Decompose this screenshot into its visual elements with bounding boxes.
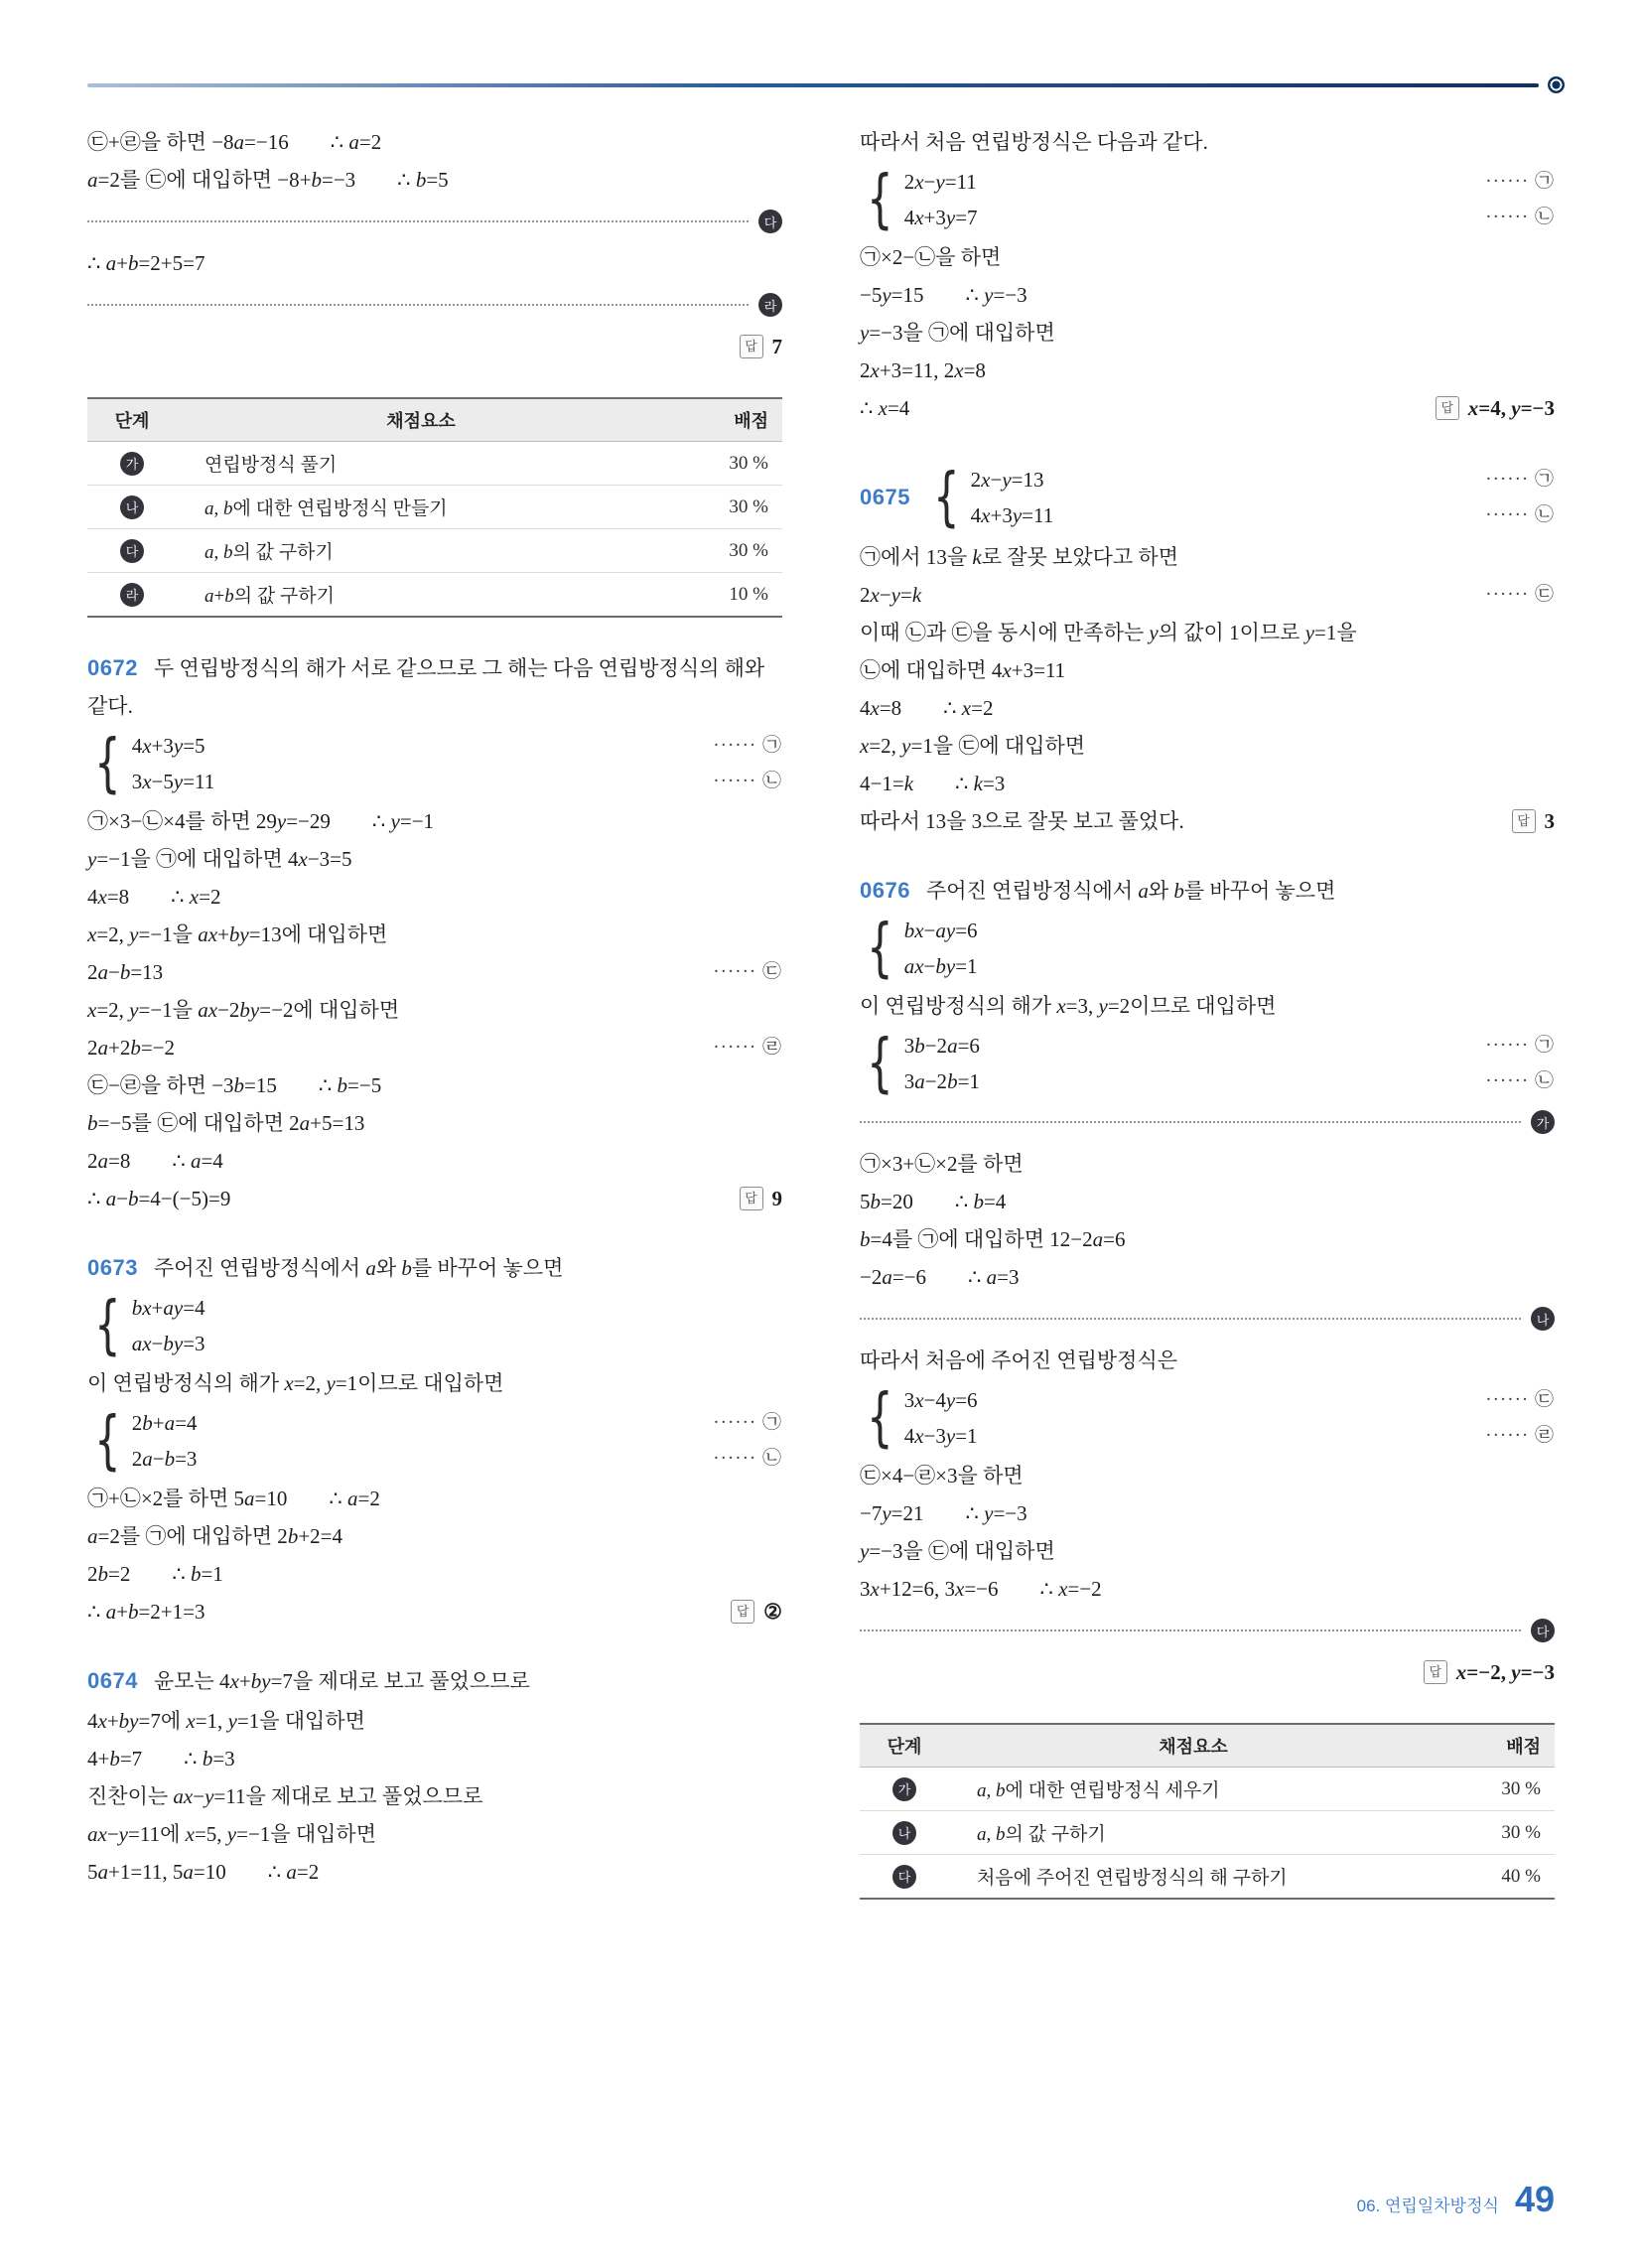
dotted-separator <box>87 289 782 321</box>
solution-block <box>860 459 1555 840</box>
system-equations <box>132 1290 782 1361</box>
math-line: 이 연립방정식의 해가 x=3, y=2이므로 대입하면 <box>860 994 1277 1018</box>
math-line: 4+b=7 ∴ b=3 <box>87 1747 235 1771</box>
problem-intro-text: 두 연립방정식의 해가 서로 같으므로 그 해는 다음 연립방정식의 해와 같다. <box>87 656 765 718</box>
equation: 2a+2b=−2 <box>87 1036 176 1060</box>
brace-icon: { <box>94 727 121 800</box>
answer <box>1512 802 1556 840</box>
problem-intro <box>860 872 1555 910</box>
top-rule-end-dot-icon <box>1548 76 1565 93</box>
system-equation-row <box>904 200 1555 235</box>
equation: 4x+3y=5 <box>131 734 205 758</box>
system-equation-row <box>971 497 1555 533</box>
problem-intro-text: 윤모는 4x+by=7을 제대로 보고 풀었으므로 <box>153 1669 530 1693</box>
math-line: 4−1=k ∴ k=3 <box>860 772 1006 795</box>
math-line: −7y=21 ∴ y=−3 <box>860 1501 1027 1525</box>
equation: 4x+3y=11 <box>970 503 1054 527</box>
table-header-cell: 단계 <box>860 1724 949 1768</box>
dotted-separator <box>860 1615 1555 1646</box>
equation-ref: ······ ㉣ <box>713 1037 782 1058</box>
solution-block <box>87 1249 782 1630</box>
criteria-cell: 연립방정식 풀기 <box>177 442 665 486</box>
equation: bx−ay=6 <box>903 919 978 942</box>
equation-system <box>926 462 1555 533</box>
math-line: 따라서 13을 3으로 잘못 보고 풀었다. <box>860 809 1184 833</box>
step-badge: 나 <box>892 1821 916 1845</box>
problem-intro <box>860 459 1555 536</box>
footer-page-number: 49 <box>1514 2179 1555 2219</box>
answer-box-icon: 답 <box>740 1187 763 1210</box>
brace-icon: { <box>94 1404 121 1478</box>
table-row <box>860 1855 1555 1900</box>
dotted-separator <box>860 1303 1555 1335</box>
equation-ref: ······ ㉢ <box>1485 584 1555 605</box>
step-badge: 나 <box>1531 1307 1555 1331</box>
equation: 4x+3y=7 <box>903 206 978 229</box>
system-equation-row <box>904 1028 1555 1063</box>
answer-value: x=4, y=−3 <box>1467 396 1555 420</box>
equation-with-ref <box>87 953 782 991</box>
math-line: 진찬이는 ax−y=11을 제대로 보고 풀었으므로 <box>87 1784 483 1808</box>
equation-ref: ······ ㉡ <box>1485 504 1555 525</box>
answer <box>740 1180 783 1217</box>
equation-ref: ······ ㉠ <box>1485 1035 1555 1056</box>
math-line: 3x+12=6, 3x=−6 ∴ x=−2 <box>860 1577 1102 1601</box>
math-line: y=−1을 ㉠에 대입하면 4x−3=5 <box>87 847 352 871</box>
step-cell <box>860 1855 949 1900</box>
math-line: 따라서 처음 연립방정식은 다음과 같다. <box>860 130 1208 154</box>
equation-system <box>860 1028 1555 1099</box>
table-header-cell: 채점요소 <box>177 398 665 442</box>
equation-ref: ······ ㉡ <box>713 771 782 791</box>
math-line: 이 연립방정식의 해가 x=2, y=1이므로 대입하면 <box>87 1371 504 1395</box>
equation-ref: ······ ㉣ <box>1485 1425 1555 1446</box>
problem-number: 0672 <box>87 655 138 680</box>
table-header-cell: 배점 <box>1437 1724 1555 1768</box>
equation-with-ref <box>87 1029 782 1066</box>
answer-value: x=−2, y=−3 <box>1455 1660 1555 1684</box>
problem-number: 0673 <box>87 1255 138 1280</box>
math-line: ax−y=11에 x=5, y=−1을 대입하면 <box>87 1822 376 1846</box>
dotted-separator <box>87 206 782 237</box>
brace-icon: { <box>867 1381 893 1455</box>
math-line: 2a=8 ∴ a=4 <box>87 1149 223 1173</box>
system-equation-row <box>132 1290 782 1326</box>
step-badge: 나 <box>120 496 144 519</box>
problem-intro-text: 주어진 연립방정식에서 a와 b를 바꾸어 놓으면 <box>153 1256 564 1280</box>
answer-value: 3 <box>1544 809 1555 833</box>
answer <box>740 328 783 365</box>
solution-block <box>87 397 782 618</box>
system-equation-row <box>132 1441 782 1477</box>
answer-box-icon: 답 <box>1512 809 1536 833</box>
equation: 3x−5y=11 <box>131 770 215 793</box>
system-equation-row <box>904 913 1555 948</box>
line-with-answer <box>87 1593 782 1630</box>
system-equations <box>904 1382 1555 1454</box>
system-equation-row <box>132 764 782 799</box>
math-line: 2b=2 ∴ b=1 <box>87 1562 223 1586</box>
equation-system <box>860 1382 1555 1454</box>
brace-icon: { <box>867 1027 893 1100</box>
equation: 3b−2a=6 <box>903 1034 980 1058</box>
math-line: ∴ a−b=4−(−5)=9 <box>87 1187 231 1210</box>
dotted-line <box>860 1121 1521 1123</box>
equation: 2x−y=13 <box>970 468 1044 492</box>
step-badge: 다 <box>120 539 144 563</box>
page-footer <box>1357 2179 1555 2220</box>
line-with-answer <box>860 802 1555 840</box>
math-line: ㉠×3−㉡×4를 하면 29y=−29 ∴ y=−1 <box>87 809 435 833</box>
answer <box>1436 389 1555 427</box>
line-with-answer <box>87 1180 782 1217</box>
answer-value: 7 <box>771 335 782 358</box>
answer-value: ② <box>763 1600 782 1624</box>
system-equation-row <box>904 1063 1555 1099</box>
equation-with-ref <box>860 576 1555 614</box>
dotted-separator <box>860 1106 1555 1138</box>
equation: bx+ay=4 <box>131 1296 205 1320</box>
page-content <box>87 123 1555 1931</box>
math-line: y=−3을 ㉢에 대입하면 <box>860 1539 1055 1563</box>
math-line: 4x=8 ∴ x=2 <box>87 885 221 909</box>
math-line: b=−5를 ㉢에 대입하면 2a+5=13 <box>87 1111 365 1135</box>
table-header-cell: 배점 <box>665 398 782 442</box>
system-equation-row <box>904 1418 1555 1454</box>
math-line: ∴ a+b=2+1=3 <box>87 1600 205 1624</box>
footer-section-label: 06. 연립일차방정식 <box>1356 2197 1499 2215</box>
math-line: 4x+by=7에 x=1, y=1을 대입하면 <box>87 1709 365 1733</box>
equation: ax−by=3 <box>131 1332 205 1355</box>
math-line: ㉠×2−㉡을 하면 <box>860 245 1002 269</box>
math-line: ㉠×3+㉡×2를 하면 <box>860 1152 1024 1176</box>
points-cell: 40 % <box>1437 1855 1555 1900</box>
table-row <box>87 486 782 529</box>
math-line: ㉢×4−㉣×3을 하면 <box>860 1464 1024 1488</box>
system-equation-row <box>132 1405 782 1441</box>
equation: 2a−b=13 <box>87 960 164 984</box>
column-left <box>87 123 782 1922</box>
equation-system <box>87 1290 782 1361</box>
math-line: ㉡에 대입하면 4x+3=11 <box>860 658 1066 682</box>
points-cell: 30 % <box>665 529 782 573</box>
equation-ref: ······ ㉠ <box>1485 469 1555 490</box>
top-rule <box>87 83 1539 87</box>
system-equations <box>132 728 782 799</box>
step-badge: 가 <box>120 452 144 476</box>
system-equation-row <box>904 948 1555 984</box>
equation: 2x−y=k <box>860 583 922 607</box>
equation-ref: ······ ㉢ <box>1485 1389 1555 1410</box>
grading-table <box>860 1723 1555 1900</box>
math-line: ㉠에서 13을 k로 잘못 보았다고 하면 <box>860 545 1179 569</box>
math-line: −5y=15 ∴ y=−3 <box>860 283 1027 307</box>
problem-intro <box>87 1249 782 1287</box>
answer-line <box>87 328 782 365</box>
criteria-cell: a, b에 대한 연립방정식 세우기 <box>949 1768 1437 1811</box>
brace-icon: { <box>933 461 960 534</box>
dotted-line <box>860 1630 1521 1631</box>
points-cell: 30 % <box>1437 1811 1555 1855</box>
system-equation-row <box>132 1326 782 1361</box>
line-with-answer <box>860 389 1555 427</box>
answer-box-icon: 답 <box>731 1600 754 1624</box>
system-equations <box>904 164 1555 235</box>
problem-number: 0676 <box>860 878 910 903</box>
step-cell <box>860 1811 949 1855</box>
answer <box>731 1593 782 1630</box>
math-line: a=2를 ㉠에 대입하면 2b+2=4 <box>87 1524 342 1548</box>
problem-number: 0674 <box>87 1668 138 1693</box>
system-equations <box>971 462 1555 533</box>
system-equations <box>132 1405 782 1477</box>
table-row <box>860 1768 1555 1811</box>
equation-ref: ······ ㉠ <box>713 1412 782 1433</box>
system-equations <box>904 913 1555 984</box>
answer-value: 9 <box>771 1187 782 1210</box>
step-cell <box>87 529 177 573</box>
equation: 3x−4y=6 <box>903 1388 978 1412</box>
equation-system <box>860 913 1555 984</box>
problem-intro <box>87 1662 782 1700</box>
criteria-cell: a, b의 값 구하기 <box>177 529 665 573</box>
math-line: ㉢+㉣을 하면 −8a=−16 ∴ a=2 <box>87 130 382 154</box>
system-equations <box>904 1028 1555 1099</box>
system-equation-row <box>971 462 1555 497</box>
criteria-cell: a+b의 값 구하기 <box>177 573 665 618</box>
column-right <box>860 123 1555 1931</box>
step-badge: 다 <box>758 210 782 233</box>
math-line: ∴ x=4 <box>860 396 910 420</box>
step-badge: 가 <box>892 1777 916 1801</box>
math-line: 5b=20 ∴ b=4 <box>860 1190 1007 1213</box>
table-header-cell: 단계 <box>87 398 177 442</box>
step-badge: 가 <box>1531 1110 1555 1134</box>
solution-block <box>860 1723 1555 1900</box>
points-cell: 30 % <box>665 442 782 486</box>
math-line: 5a+1=11, 5a=10 ∴ a=2 <box>87 1860 320 1884</box>
equation-ref: ······ ㉢ <box>713 961 782 982</box>
solution-block <box>860 872 1555 1691</box>
answer-box-icon: 답 <box>740 335 763 358</box>
math-line: ㉠+㉡×2를 하면 5a=10 ∴ a=2 <box>87 1487 380 1510</box>
math-line: a=2를 ㉢에 대입하면 −8+b=−3 ∴ b=5 <box>87 168 449 192</box>
equation-ref: ······ ㉡ <box>713 1448 782 1469</box>
equation-system <box>87 728 782 799</box>
equation: 2b+a=4 <box>131 1411 198 1435</box>
problem-number: 0675 <box>860 485 910 509</box>
step-badge: 라 <box>120 583 144 607</box>
step-cell <box>860 1768 949 1811</box>
criteria-cell: a, b에 대한 연립방정식 만들기 <box>177 486 665 529</box>
dotted-line <box>87 220 749 222</box>
math-line: b=4를 ㉠에 대입하면 12−2a=6 <box>860 1227 1126 1251</box>
answer-box-icon: 답 <box>1424 1660 1447 1684</box>
system-equation-row <box>132 728 782 764</box>
solution-block <box>87 649 782 1217</box>
step-badge: 다 <box>1531 1619 1555 1642</box>
equation-ref: ······ ㉡ <box>1485 1070 1555 1091</box>
criteria-cell: a, b의 값 구하기 <box>949 1811 1437 1855</box>
equation-system <box>860 164 1555 235</box>
grading-table <box>87 397 782 618</box>
step-badge: 라 <box>758 293 782 317</box>
points-cell: 30 % <box>665 486 782 529</box>
answer-box-icon: 답 <box>1436 396 1459 420</box>
answer-line <box>860 1653 1555 1691</box>
equation: 2a−b=3 <box>131 1447 198 1471</box>
problem-intro-text: 주어진 연립방정식에서 a와 b를 바꾸어 놓으면 <box>925 879 1336 903</box>
brace-icon: { <box>867 912 893 985</box>
dotted-line <box>860 1318 1521 1320</box>
math-line: 따라서 처음에 주어진 연립방정식은 <box>860 1348 1178 1372</box>
criteria-cell: 처음에 주어진 연립방정식의 해 구하기 <box>949 1855 1437 1900</box>
points-cell: 10 % <box>665 573 782 618</box>
math-line: x=2, y=−1을 ax−2by=−2에 대입하면 <box>87 998 400 1022</box>
math-line: x=2, y=1을 ㉢에 대입하면 <box>860 734 1086 758</box>
system-equation-row <box>904 1382 1555 1418</box>
math-line: x=2, y=−1을 ax+by=13에 대입하면 <box>87 922 388 946</box>
math-line: ㉢−㉣을 하면 −3b=15 ∴ b=−5 <box>87 1073 382 1097</box>
solution-block <box>860 123 1555 427</box>
math-line: −2a=−6 ∴ a=3 <box>860 1265 1020 1289</box>
answer <box>1424 1653 1555 1691</box>
math-line: 이때 ㉡과 ㉢을 동시에 만족하는 y의 값이 1이므로 y=1을 <box>860 621 1357 644</box>
step-cell <box>87 573 177 618</box>
table-row <box>87 529 782 573</box>
equation: 2x−y=11 <box>903 170 977 194</box>
brace-icon: { <box>867 163 893 236</box>
solution-block <box>87 123 782 365</box>
equation: ax−by=1 <box>903 954 978 978</box>
step-badge: 다 <box>892 1865 916 1889</box>
brace-icon: { <box>94 1289 121 1362</box>
points-cell: 30 % <box>1437 1768 1555 1811</box>
equation-system <box>87 1405 782 1477</box>
system-equation-row <box>904 164 1555 200</box>
equation: 3a−2b=1 <box>903 1069 980 1093</box>
math-line: ∴ a+b=2+5=7 <box>87 251 205 275</box>
problem-intro <box>87 649 782 725</box>
step-cell <box>87 486 177 529</box>
math-line: 2x+3=11, 2x=8 <box>860 358 986 382</box>
equation-ref: ······ ㉠ <box>713 735 782 756</box>
dotted-line <box>87 304 749 306</box>
table-row <box>87 573 782 618</box>
equation-ref: ······ ㉠ <box>1485 171 1555 192</box>
table-row <box>860 1811 1555 1855</box>
math-line: 4x=8 ∴ x=2 <box>860 696 994 720</box>
table-row <box>87 442 782 486</box>
table-header-cell: 채점요소 <box>949 1724 1437 1768</box>
step-cell <box>87 442 177 486</box>
solution-block <box>87 1662 782 1891</box>
equation: 4x−3y=1 <box>903 1424 978 1448</box>
math-line: y=−3을 ㉠에 대입하면 <box>860 321 1055 345</box>
equation-ref: ······ ㉡ <box>1485 207 1555 227</box>
